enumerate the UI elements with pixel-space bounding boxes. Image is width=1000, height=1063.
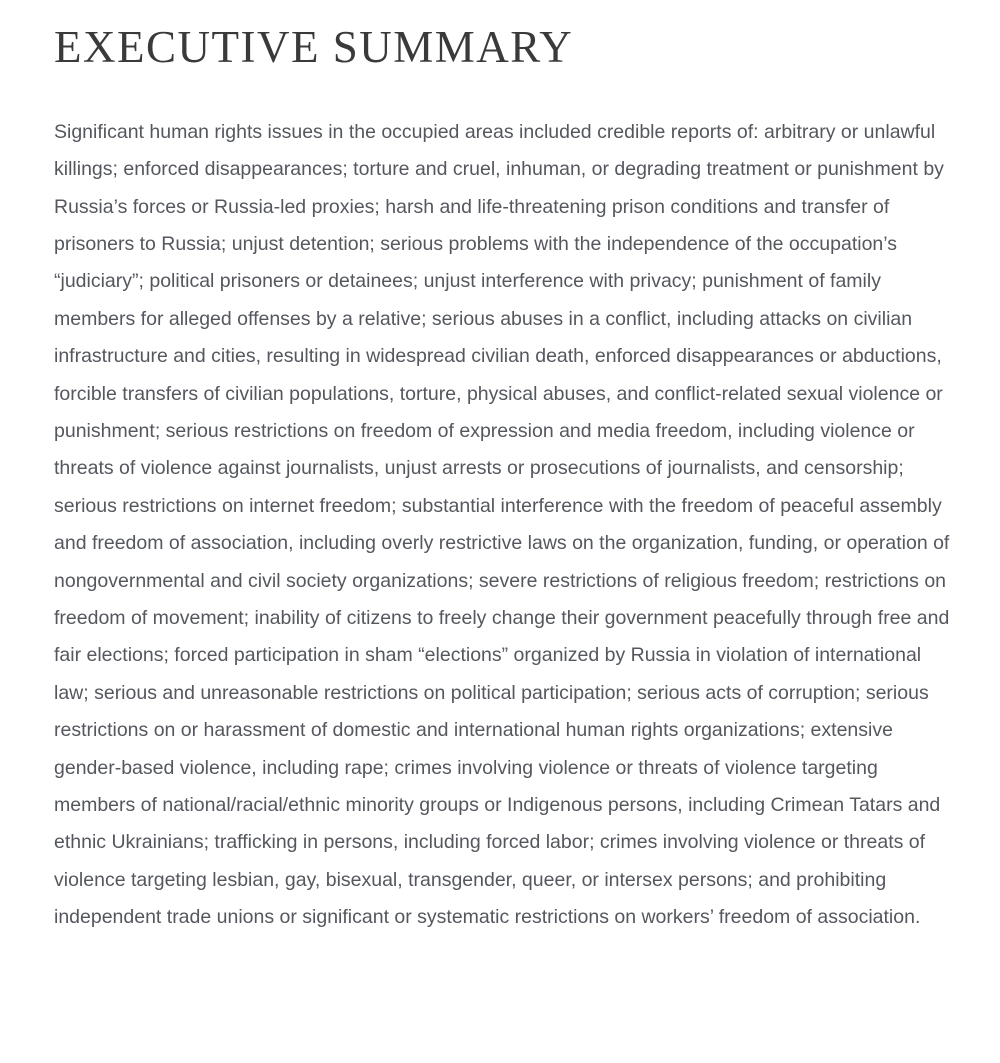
- executive-summary-paragraph: Significant human rights issues in the occupied areas included credible reports of: arbitrary or unlawful killings; enforced disappearances; torture and cruel, inhuman, or degrading treatment or punishment by Russia’s forces or Russia-led proxies; harsh and life-threatening prison conditions and transfer of prisoners to Russia; unjust detention; serious problems with the independence of the occupation’s “judiciary”; political prisoners or detainees; unjust interference with privacy; punishment of family members for alleged offenses by a relative; serious abuses in a conflict, including attacks on civilian infrastructure and cities, resulting in widespread civilian death, enforced disappearances or abductions, forcible transfers of civilian populations, torture, physical abuses, and conflict-related sexual violence or punishment; serious restrictions on freedom of expression and media freedom, including violence or threats of violence against journalists, unjust arrests or prosecutions of journalists, and censorship; serious restrictions on internet freedom; substantial interference with the freedom of peaceful assembly and freedom of association, including overly restrictive laws on the organization, funding, or operation of nongovernmental and civil society organizations; severe restrictions of religious freedom; restrictions on freedom of movement; inability of citizens to freely change their government peacefully through free and fair elections; forced participation in sham “elections” organized by Russia in violation of international law; serious and unreasonable restrictions on political participation; serious acts of corruption; serious restrictions on or harassment of domestic and international human rights organizations; extensive gender-based violence, including rape; crimes involving violence or threats of violence targeting members of national/racial/ethnic minority groups or Indigenous persons, including Crimean Tatars and ethnic Ukrainians; trafficking in persons, including forced labor; crimes involving violence or threats of violence targeting lesbian, gay, bisexual, transgender, queer, or intersex persons; and prohibiting independent trade unions or significant or systematic restrictions on workers’ freedom of association.: [54, 120, 950, 929]
- page-title: EXECUTIVE SUMMARY: [54, 22, 574, 72]
